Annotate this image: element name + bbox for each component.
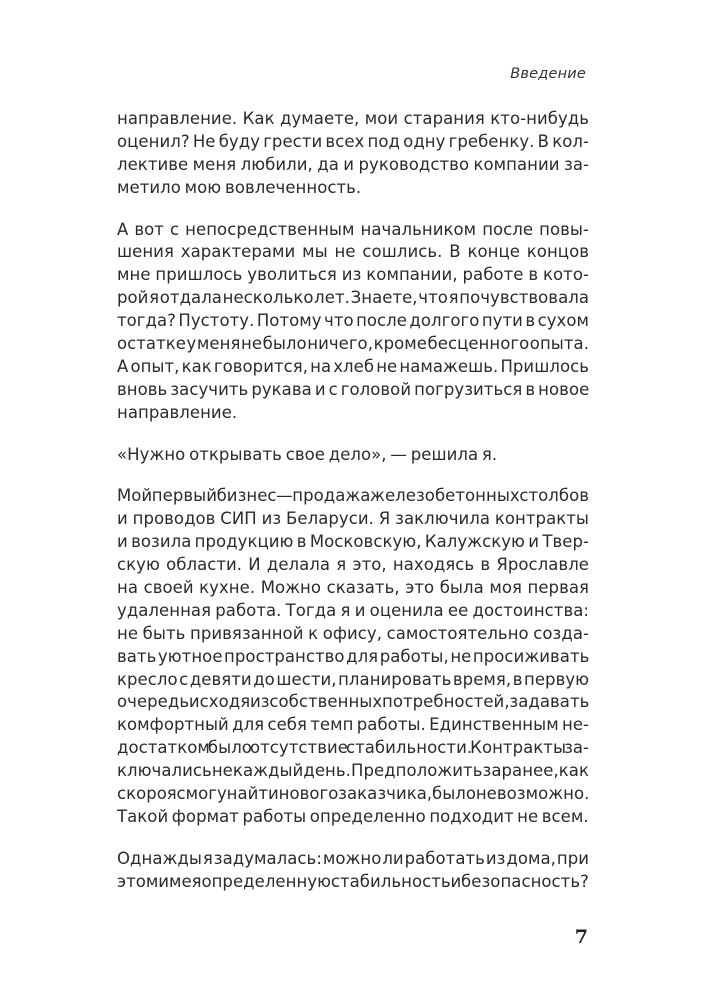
text-line: остатке у меня не было ничего, кроме бесценного опыта. xyxy=(117,334,589,354)
paragraph-1 xyxy=(117,108,589,200)
text-line: направление. Как думаете, мои старания кто-нибудь xyxy=(117,109,589,128)
text-line: шения характерами мы не сошлись. В конце концов xyxy=(117,242,589,262)
text-line: метило мою вовлеченность. xyxy=(117,177,362,197)
text-line: А вот с непосредственным начальником после повы- xyxy=(117,219,589,239)
paragraph-5 xyxy=(117,848,589,894)
text-line: ключались не каждый день. Предположить заранее, как xyxy=(117,761,589,781)
paragraph-3 xyxy=(117,444,589,467)
text-line: удаленная работа. Тогда я и оценила ее достоинства: xyxy=(117,600,589,620)
text-line: комфортный для себя темп работы. Единственным не- xyxy=(117,715,590,735)
body-text xyxy=(117,108,589,913)
text-line: Однажды я задумалась: можно ли работать из дома, при xyxy=(117,848,589,868)
text-line: этом имея определенную стабильность и безопасность? xyxy=(117,871,589,891)
paragraph-4 xyxy=(117,485,589,828)
text-line: скоро я смогу найти нового заказчика, было невозможно. xyxy=(117,784,590,804)
text-line: лективе меня любили, да и руководство компании за- xyxy=(117,154,589,174)
text-line: вать уютное пространство для работы, не просиживать xyxy=(117,646,590,666)
text-line: достатком было отсутствие стабильности. Контракты за- xyxy=(117,738,590,758)
text-line: Мой первый бизнес — продажа железобетонных столбов xyxy=(117,486,589,506)
text-line: «Нужно открывать свое дело», — решила я. xyxy=(117,444,498,464)
text-line: очередь исходя из собственных потребностей, задавать xyxy=(117,692,590,712)
text-line: и проводов СИП из Беларуси. Я заключила контракты xyxy=(117,509,589,529)
text-line: оценил? Не буду грести всех под одну гребенку. В кол- xyxy=(117,131,589,151)
page-number: 7 xyxy=(574,926,588,948)
text-line: и возила продукцию в Московскую, Калужскую и Твер- xyxy=(117,532,589,552)
text-line: не быть привязанной к офису, самостоятельно созда- xyxy=(117,623,589,643)
text-line: тогда? Пустоту. Потому что после долгого пути в сухом xyxy=(117,311,589,331)
text-line: кресло с девяти до шести, планировать время, в первую xyxy=(117,669,590,689)
text-line: скую области. И делала я это, находясь в Ярославле xyxy=(117,555,589,575)
paragraph-2 xyxy=(117,219,589,425)
text-line: Такой формат работы определенно подходит не всем. xyxy=(117,806,589,826)
text-line: мне пришлось уволиться из компании, работе в кото- xyxy=(117,265,589,285)
text-line: рой я отдала несколько лет. Знаете, что я почувствовала xyxy=(117,288,589,308)
running-head: Введение xyxy=(510,66,586,82)
text-line: направление. xyxy=(117,402,238,422)
text-line: на своей кухне. Можно сказать, это была моя первая xyxy=(117,578,589,598)
text-line: А опыт, как говорится, на хлеб не намажешь. Пришлось xyxy=(117,356,589,376)
text-line: вновь засучить рукава и с головой погрузиться в новое xyxy=(117,379,590,399)
